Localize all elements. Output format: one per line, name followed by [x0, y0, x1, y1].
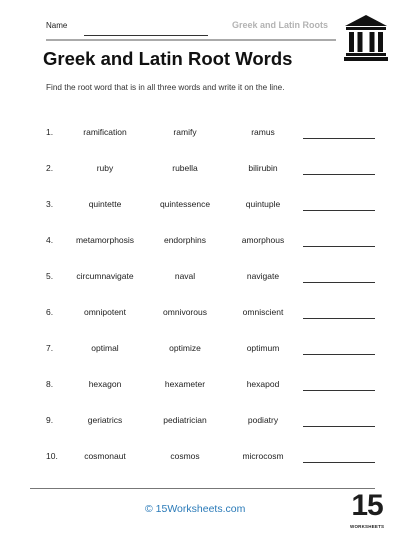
word-1: quintette [88, 199, 122, 209]
answer-line[interactable] [303, 318, 375, 319]
answer-line[interactable] [303, 282, 375, 283]
answer-line[interactable] [303, 462, 375, 463]
word-3: bilirubin [248, 163, 278, 173]
header-divider [46, 39, 336, 41]
word-1: metamorphosis [75, 235, 135, 245]
word-1: cosmonaut [84, 451, 126, 461]
question-row [0, 379, 416, 395]
word-2: endorphins [163, 235, 207, 245]
word-2: quintessence [159, 199, 211, 209]
greek-temple-icon [343, 14, 389, 62]
word-1: omnipotent [83, 307, 127, 317]
logo-text: WORKSHEETS [350, 524, 385, 529]
question-number: 8. [46, 379, 54, 389]
word-3: hexapod [246, 379, 280, 389]
word-1: hexagon [88, 379, 122, 389]
footer-divider [30, 488, 375, 489]
question-number: 2. [46, 163, 54, 173]
answer-line[interactable] [303, 246, 375, 247]
question-row [0, 343, 416, 359]
answer-line[interactable] [303, 354, 375, 355]
answer-line[interactable] [303, 210, 375, 211]
word-2: ramify [173, 127, 197, 137]
word-3: podiatry [247, 415, 279, 425]
topic-label: Greek and Latin Roots [232, 20, 329, 30]
name-line [84, 35, 208, 36]
question-row [0, 199, 416, 215]
question-row [0, 235, 416, 251]
question-number: 1. [46, 127, 54, 137]
question-number: 9. [46, 415, 54, 425]
answer-line[interactable] [303, 390, 375, 391]
question-number: 4. [46, 235, 54, 245]
word-1: circumnavigate [76, 271, 134, 281]
word-2: omnivorous [163, 307, 207, 317]
question-row [0, 307, 416, 323]
logo-number: 15 [351, 489, 383, 522]
question-number: 3. [46, 199, 54, 209]
page-title: Greek and Latin Root Words [43, 48, 293, 69]
word-2: cosmos [170, 451, 200, 461]
word-1: ramification [83, 127, 127, 137]
word-1: optimal [91, 343, 119, 353]
word-3: ramus [251, 127, 275, 137]
answer-line[interactable] [303, 174, 375, 175]
answer-line[interactable] [303, 426, 375, 427]
word-3: omniscient [242, 307, 284, 317]
name-label: Name [46, 21, 68, 30]
word-1: ruby [96, 163, 114, 173]
word-1: geriatrics [87, 415, 123, 425]
question-row [0, 415, 416, 431]
question-number: 7. [46, 343, 54, 353]
worksheets-logo [350, 489, 385, 533]
question-row [0, 271, 416, 287]
word-2: naval [174, 271, 196, 281]
question-number: 6. [46, 307, 54, 317]
word-2: pediatrician [163, 415, 207, 425]
word-3: quintuple [245, 199, 281, 209]
copyright-link[interactable]: © 15Worksheets.com [145, 503, 246, 515]
question-row [0, 127, 416, 143]
word-3: amorphous [241, 235, 285, 245]
word-3: navigate [246, 271, 280, 281]
question-row [0, 163, 416, 179]
word-3: optimum [246, 343, 280, 353]
instructions: Find the root word that is in all three words and write it on the line. [46, 83, 285, 92]
question-row [0, 451, 416, 467]
word-2: optimize [169, 343, 201, 353]
answer-line[interactable] [303, 138, 375, 139]
question-number: 10. [46, 451, 58, 461]
question-number: 5. [46, 271, 54, 281]
word-3: microcosm [242, 451, 284, 461]
word-2: hexameter [164, 379, 206, 389]
word-2: rubella [172, 163, 198, 173]
